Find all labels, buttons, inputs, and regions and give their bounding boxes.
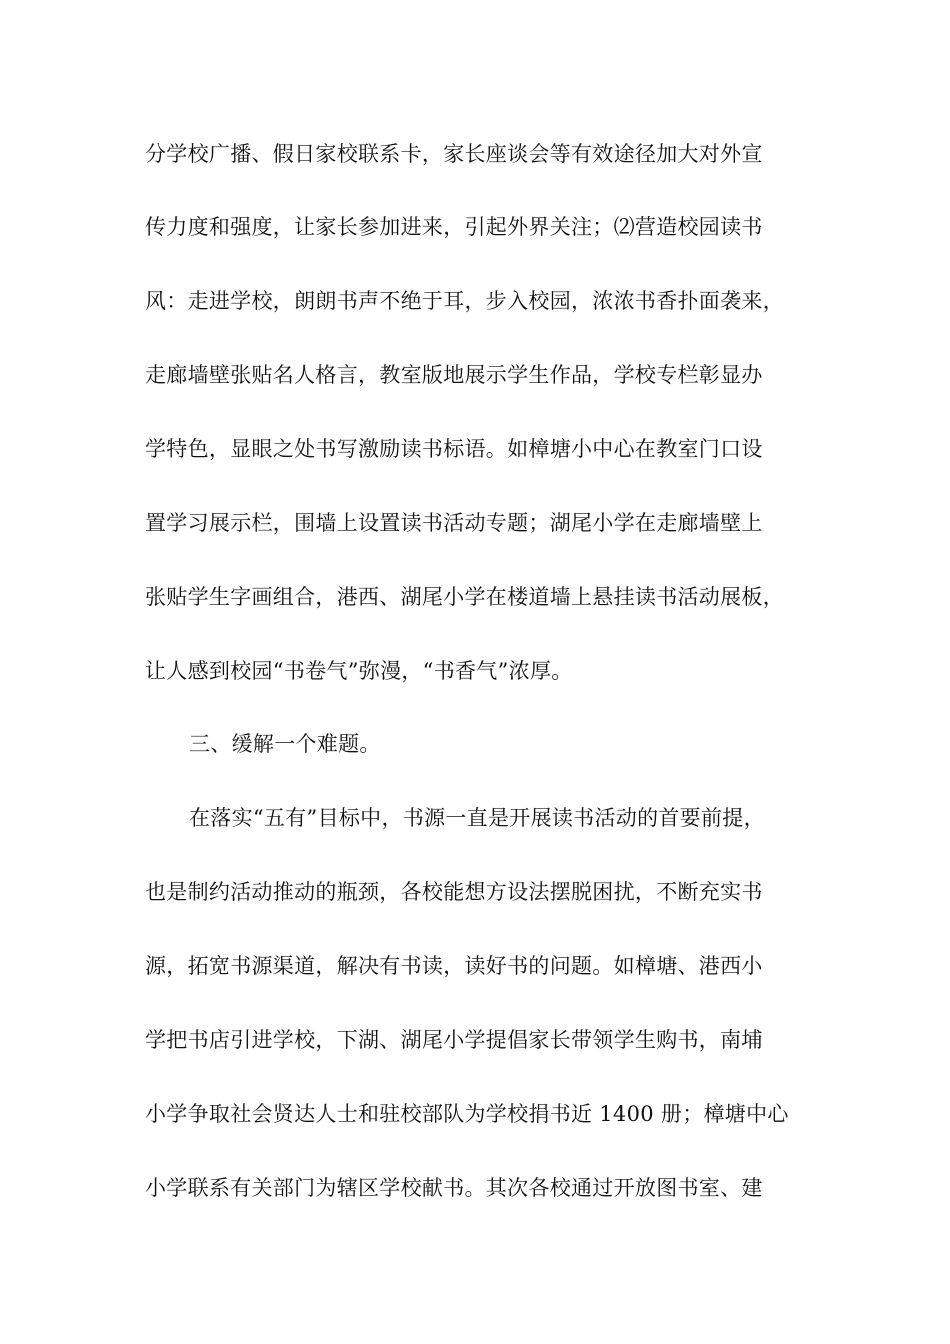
text-line: 小学争取社会贤达人士和驻校部队为学校捐书近 1400 册；樟塘中心 <box>145 1102 789 1126</box>
text-line: 在落实“五有”目标中，书源一直是开展读书活动的首要前提， <box>189 806 765 830</box>
text-line: 学把书店引进学校，下湖、湖尾小学提倡家长带领学生购书，南埔 <box>145 1028 763 1052</box>
text-line: 风：走进学校，朗朗书声不绝于耳，步入校园，浓浓书香扑面袭来， <box>145 289 784 313</box>
text-line: 传力度和强度，让家长参加进来，引起外界关注；⑵营造校园读书 <box>145 215 763 239</box>
text-line: 走廊墙壁张贴名人格言，教室版地展示学生作品，学校专栏彰显办 <box>145 363 763 387</box>
text-line: 置学习展示栏，围墙上设置读书活动专题；湖尾小学在走廊墙壁上 <box>145 511 763 535</box>
text-line: 小学联系有关部门为辖区学校献书。其次各校通过开放图书室、建 <box>145 1176 763 1200</box>
section-heading: 三、缓解一个难题。 <box>189 732 381 756</box>
text-line: 张贴学生字画组合，港西、湖尾小学在楼道墙上悬挂读书活动展板， <box>145 585 784 609</box>
text-line: 让人感到校园“书卷气”弥漫，“书香气”浓厚。 <box>145 659 573 683</box>
text-line: 源，拓宽书源渠道，解决有书读，读好书的问题。如樟塘、港西小 <box>145 954 763 978</box>
text-line: 分学校广播、假日家校联系卡，家长座谈会等有效途径加大对外宣 <box>145 142 763 166</box>
text-line: 学特色，显眼之处书写激励读书标语。如樟塘小中心在教室门口设 <box>145 437 763 461</box>
text-line: 也是制约活动推动的瓶颈，各校能想方设法摆脱困扰，不断充实书 <box>145 880 763 904</box>
